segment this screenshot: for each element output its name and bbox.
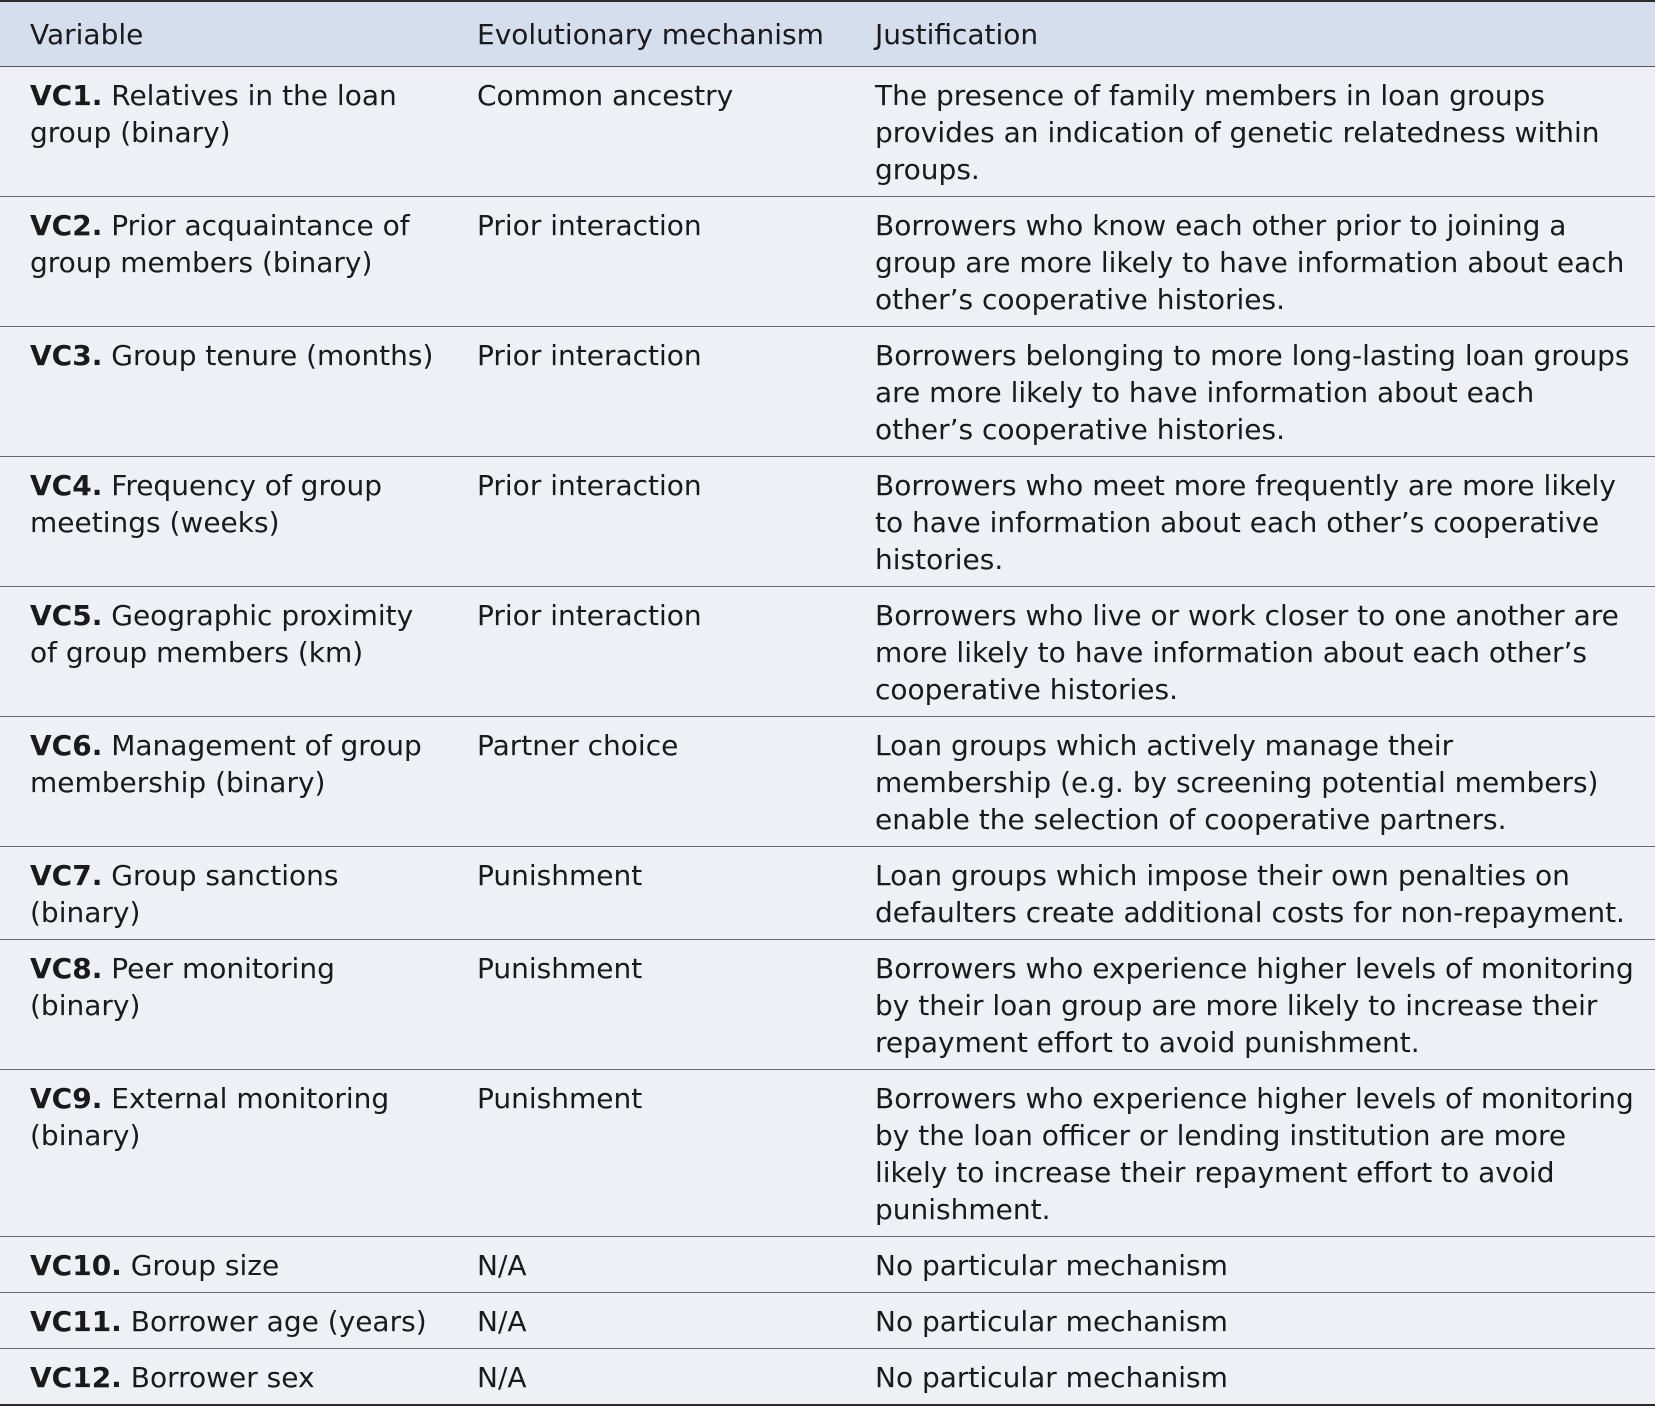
- table-row: [0, 1237, 1655, 1293]
- justification-cell: Loan groups which impose their own penalties on defaulters create additional costs for non-repayment.: [847, 847, 1655, 940]
- variable-label: Prior acquaintance of group members (binary): [30, 209, 410, 279]
- justification-cell: No particular mechanism: [847, 1349, 1655, 1406]
- mechanism-cell: Punishment: [447, 847, 847, 940]
- variable-code: VC1.: [30, 79, 103, 112]
- table-row: [0, 1293, 1655, 1349]
- variable-cell: [0, 1349, 447, 1406]
- variable-code: VC11.: [30, 1305, 122, 1338]
- mechanism-cell: Punishment: [447, 1070, 847, 1237]
- variable-code: VC12.: [30, 1361, 122, 1394]
- mechanism-cell: N/A: [447, 1237, 847, 1293]
- variable-cell: [0, 67, 447, 197]
- variable-cell: [0, 717, 447, 847]
- variable-cell: [0, 197, 447, 327]
- variable-cell: [0, 457, 447, 587]
- mechanism-cell: Common ancestry: [447, 67, 847, 197]
- variable-label: Borrower age (years): [121, 1305, 427, 1338]
- table-row: [0, 587, 1655, 717]
- table-row: [0, 847, 1655, 940]
- table-row: [0, 67, 1655, 197]
- variable-cell: [0, 1070, 447, 1237]
- variable-cell: [0, 587, 447, 717]
- justification-cell: Borrowers who experience higher levels of monitoring by the loan officer or lending institution are more likely to increase their repayment effort to avoid punishment.: [847, 1070, 1655, 1237]
- mechanism-cell: N/A: [447, 1293, 847, 1349]
- variable-label: Frequency of group meetings (weeks): [30, 469, 383, 539]
- variable-label: Group size: [121, 1249, 280, 1282]
- variable-cell: [0, 1237, 447, 1293]
- variable-label: Group sanctions (binary): [30, 859, 339, 929]
- table-row: [0, 1349, 1655, 1406]
- justification-cell: No particular mechanism: [847, 1237, 1655, 1293]
- header-variable: Variable: [0, 1, 447, 67]
- variable-label: Group tenure (months): [102, 339, 434, 372]
- table-row: [0, 457, 1655, 587]
- table-header: [0, 1, 1655, 67]
- variable-label: Borrower sex: [121, 1361, 315, 1394]
- justification-cell: Borrowers who meet more frequently are more likely to have information about each other’s cooperative histories.: [847, 457, 1655, 587]
- mechanism-cell: Prior interaction: [447, 587, 847, 717]
- variable-code: VC5.: [30, 599, 103, 632]
- justification-cell: Borrowers who live or work closer to one another are more likely to have information about each other’s cooperative histories.: [847, 587, 1655, 717]
- variable-cell: [0, 847, 447, 940]
- variable-code: VC6.: [30, 729, 103, 762]
- mechanism-cell: Partner choice: [447, 717, 847, 847]
- mechanism-cell: N/A: [447, 1349, 847, 1406]
- justification-cell: Borrowers who know each other prior to joining a group are more likely to have information about each other’s cooperative histories.: [847, 197, 1655, 327]
- variable-label: Peer monitoring (binary): [30, 952, 335, 1022]
- variable-code: VC4.: [30, 469, 103, 502]
- variable-code: VC2.: [30, 209, 103, 242]
- justification-cell: Borrowers belonging to more long-lasting loan groups are more likely to have information about each other’s cooperative histories.: [847, 327, 1655, 457]
- variable-cell: [0, 1293, 447, 1349]
- table-row: [0, 197, 1655, 327]
- variable-code: VC7.: [30, 859, 103, 892]
- table-row: [0, 717, 1655, 847]
- mechanism-cell: Prior interaction: [447, 457, 847, 587]
- mechanism-cell: Punishment: [447, 940, 847, 1070]
- header-row: [0, 1, 1655, 67]
- table-row: [0, 327, 1655, 457]
- variable-cell: [0, 940, 447, 1070]
- table-row: [0, 1070, 1655, 1237]
- justification-cell: Loan groups which actively manage their membership (e.g. by screening potential members) enable the selection of cooperative partners.: [847, 717, 1655, 847]
- variable-label: External monitoring (binary): [30, 1082, 390, 1152]
- justification-cell: Borrowers who experience higher levels of monitoring by their loan group are more likely to increase their repayment effort to avoid punishment.: [847, 940, 1655, 1070]
- variable-label: Relatives in the loan group (binary): [30, 79, 397, 149]
- variable-code: VC9.: [30, 1082, 103, 1115]
- header-evolutionary-mechanism: Evolutionary mechanism: [447, 1, 847, 67]
- variable-code: VC10.: [30, 1249, 122, 1282]
- variable-label: Management of group membership (binary): [30, 729, 422, 799]
- mechanism-cell: Prior interaction: [447, 327, 847, 457]
- justification-cell: No particular mechanism: [847, 1293, 1655, 1349]
- variable-cell: [0, 327, 447, 457]
- justification-cell: The presence of family members in loan groups provides an indication of genetic relatedness within groups.: [847, 67, 1655, 197]
- variable-code: VC3.: [30, 339, 103, 372]
- table-body: [0, 67, 1655, 1406]
- mechanism-cell: Prior interaction: [447, 197, 847, 327]
- header-justification: Justification: [847, 1, 1655, 67]
- variable-label: Geographic proximity of group members (km): [30, 599, 414, 669]
- table-row: [0, 940, 1655, 1070]
- variable-code: VC8.: [30, 952, 103, 985]
